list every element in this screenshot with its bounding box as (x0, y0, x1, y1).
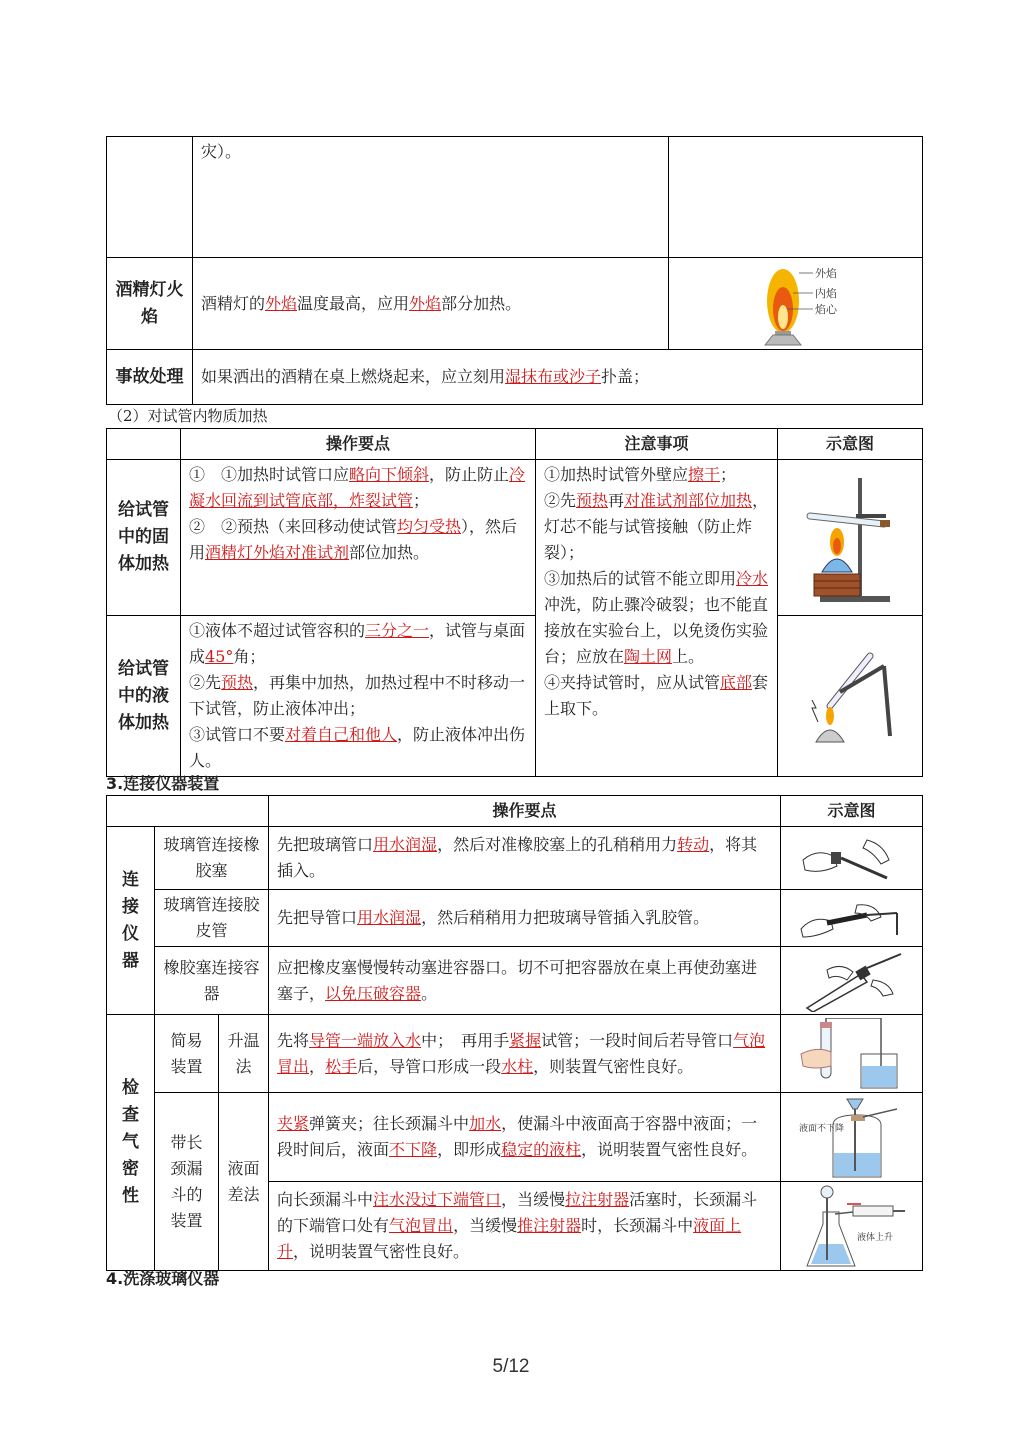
method-level-difference: 液面差法 (219, 1093, 269, 1271)
text-glass-stopper: 先把玻璃管口用水润湿，然后对准橡胶塞上的孔稍稍用力转动，将其插入。 (269, 827, 781, 890)
row-head-solid: 给试管中的固体加热 (107, 460, 181, 616)
hands-container-illustration (797, 950, 907, 1012)
empty-cell (107, 137, 193, 258)
hands-rubber-tube-illustration (797, 895, 907, 941)
fig-stopper-container (781, 947, 923, 1015)
fig-simple-device (781, 1015, 923, 1093)
label-inner-flame: 内焰 (814, 286, 837, 300)
funnel-syringe-illustration (797, 1184, 907, 1268)
hands-stopper-illustration (797, 830, 907, 886)
fig-funnel-syringe (781, 1182, 923, 1271)
liquid-op-text: ①液体不超过试管容积的三分之一，试管与桌面成45°角； ②先预热，再集中加热，加热过程中不时移动一下试管，防止液体冲出； ③试管口不要对着自己和他人，防止液体冲出伤人。 (181, 616, 536, 777)
row-head-accident: 事故处理 (107, 350, 193, 405)
notes-text: ①加热时试管外壁应擦干； ②先预热再对准试剂部位加热，灯芯不能与试管接触（防止炸裂）； ③加热后的试管不能立即用冷水冲洗，防止骤冷破裂；也不能直接放在实验台上，以免烫伤实验台；应放在陶土网上。 ④夹持试管时，应从试管底部套上取下。 (536, 460, 778, 777)
section-connect-apparatus: 3.连接仪器装置 (106, 774, 220, 793)
simple-device-illustration (797, 1018, 907, 1090)
solid-op-text: ① ①加热时试管口应略向下倾斜，防止防止冷凝水回流到试管底部，炸裂试管； ② ②预热（来回移动使试管均匀受热），然后用酒精灯外焰对准试剂部位加热。 (181, 460, 536, 616)
funnel-water-illustration (797, 1095, 907, 1179)
header-op-points: 操作要点 (181, 429, 536, 460)
row-head-flame: 酒精灯火焰 (107, 258, 193, 350)
continued-text: 灾）。 (193, 137, 669, 258)
accident-text: 如果洒出的酒精在桌上燃烧起来，应立刻用湿抹布或沙子扑盖； (193, 350, 923, 405)
label-stopper-container: 橡胶塞连接容器 (155, 947, 269, 1015)
header-figure: 示意图 (781, 796, 923, 827)
label-simple-device: 简易装置 (155, 1015, 219, 1093)
table-heating-test-tube (106, 428, 923, 777)
header-notes: 注意事项 (536, 429, 778, 460)
text-stopper-container: 应把橡皮塞慢慢转动塞进容器口。切不可把容器放在桌上再使劲塞进塞子，以免压破容器。 (269, 947, 781, 1015)
label-outer-flame: 外焰 (814, 266, 837, 280)
text-simple-device: 先将导管一端放入水中； 再用手紧握试管；一段时间后若导管口气泡冒出，松手后，导管口形成一段水柱，则装置气密性良好。 (269, 1015, 781, 1093)
alcohol-flame-illustration (741, 261, 851, 347)
label-funnel-device: 带长颈漏斗的装置 (155, 1093, 219, 1271)
caption-heating-test-tube: （2）对试管内物质加热 (108, 407, 268, 425)
label-flame-core: 焰心 (814, 302, 837, 316)
table-alcohol-lamp (106, 136, 923, 405)
fig-glass-stopper (781, 827, 923, 890)
empty-cell (669, 137, 923, 258)
solid-heating-illustration (800, 468, 900, 608)
fig-funnel-water (781, 1093, 923, 1182)
text-funnel-syringe: 向长颈漏斗中注水没过下端管口，当缓慢拉注射器活塞时，长颈漏斗的下端管口处有气泡冒出，当缓慢推注射器时，长颈漏斗中液面上升，说明装置气密性良好。 (269, 1182, 781, 1271)
label-glass-stopper: 玻璃管连接橡胶塞 (155, 827, 269, 890)
liquid-heating-figure (778, 616, 923, 777)
flame-text: 酒精灯的外焰温度最高，应用外焰部分加热。 (193, 258, 669, 350)
row-head-connect: 连接仪器 (107, 827, 155, 1015)
method-heating: 升温法 (219, 1015, 269, 1093)
text-glass-rubber-tube: 先把导管口用水润湿，然后稍稍用力把玻璃导管插入乳胶管。 (269, 890, 781, 947)
label-liquid-rise: 液体上升 (856, 1233, 893, 1243)
text-funnel-water: 夹紧弹簧夹；往长颈漏斗中加水，使漏斗中液面高于容器中液面；一段时间后，液面不下降，即形成稳定的液柱，说明装置气密性良好。 (269, 1093, 781, 1182)
table-connect-apparatus (106, 795, 923, 1271)
page-number: 5/12 (492, 1356, 530, 1377)
label-glass-rubber-tube: 玻璃管连接胶皮管 (155, 890, 269, 947)
empty-header (107, 796, 269, 827)
liquid-heating-illustration (800, 646, 900, 746)
row-head-check-airtight: 检查气密性 (107, 1015, 155, 1271)
label-level-not-drop: 液面不下降 (798, 1124, 844, 1134)
solid-heating-figure (778, 460, 923, 616)
empty-header (107, 429, 181, 460)
header-op-points: 操作要点 (269, 796, 781, 827)
header-figure: 示意图 (778, 429, 923, 460)
row-head-liquid: 给试管中的液体加热 (107, 616, 181, 777)
fig-glass-rubber-tube (781, 890, 923, 947)
section-wash-glassware: 4.洗涤玻璃仪器 (106, 1269, 220, 1288)
flame-figure (669, 258, 923, 350)
